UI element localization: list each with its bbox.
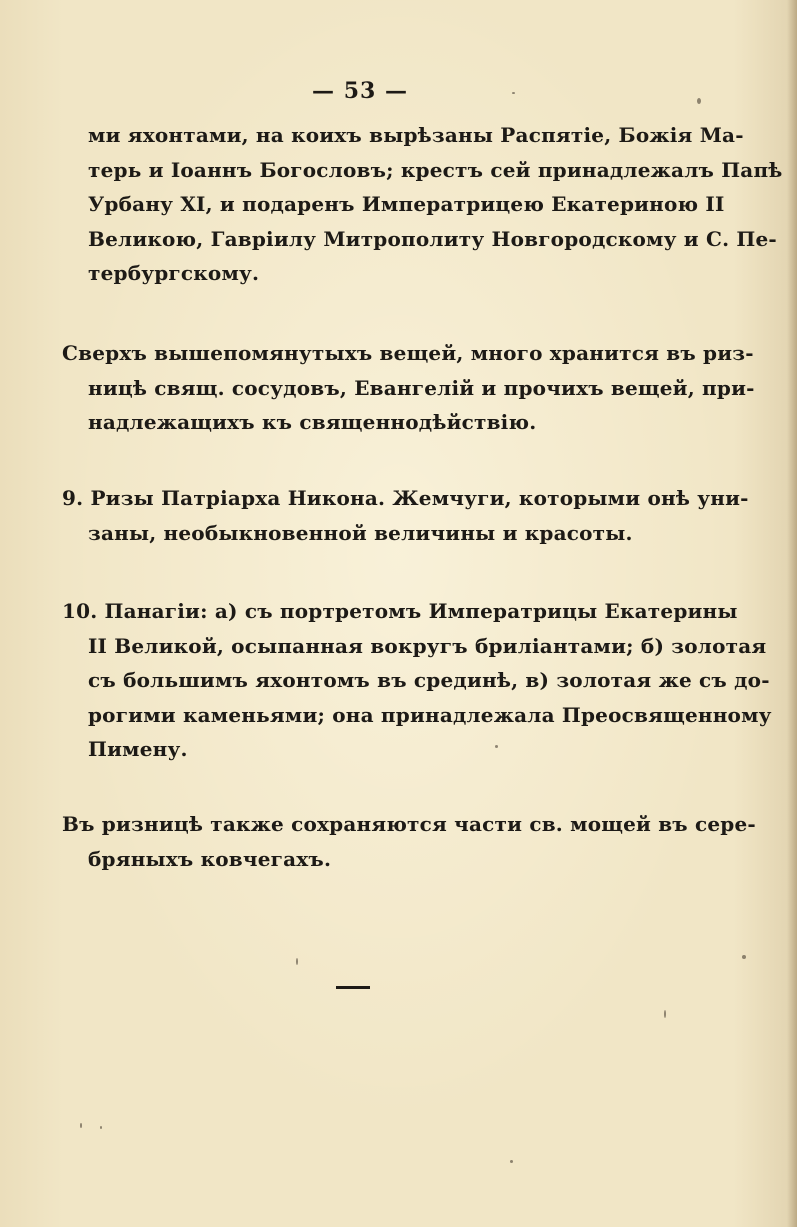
text-line: надлежащихъ къ священнодѣйствію. [88,410,537,434]
paragraph-item-9 [62,481,749,550]
text-line: 9. Ризы Патріарха Никона. Жемчуги, которыми онѣ уни- [62,486,749,510]
text-line: 10. Панагіи: а) съ портретомъ Императрицы Екатерины [62,599,738,623]
text-line: II Великой, осыпанная вокругъ бриліантами; б) золотая [88,633,767,658]
end-rule [336,986,370,989]
paper-speck [495,745,498,748]
paper-speck [697,98,701,104]
text-line: рогими каменьями; она принадлежала Преосвященному [88,702,772,727]
text-line: Въ ризницѣ также сохраняются части св. мощей въ сере- [62,812,756,836]
page-edge-shadow [787,0,797,1227]
paper-speck [512,92,515,94]
page-number: — 53 — [312,78,408,104]
text-line: Сверхъ вышепомянутыхъ вещей, много хранится въ риз- [62,341,754,365]
paper-speck [296,958,298,965]
text-line: тербургскому. [88,261,260,285]
paper-speck [742,955,746,959]
text-line: терь и Іоаннъ Богословъ; крестъ сей принадлежалъ Папѣ [88,157,783,182]
text-line: Урбану XI, и подаренъ Императрицею Екатериною II [88,192,725,216]
text-line: съ большимъ яхонтомъ въ срединѣ, в) золотая же съ до- [88,668,770,692]
paper-speck [100,1126,102,1129]
text-line: заны, необыкновенной величины и красоты. [88,520,633,545]
paper-speck [664,1010,666,1018]
text-line: Великою, Гаврiилу Митрополиту Новгородскому и С. Пе- [88,226,777,251]
text-line: ницѣ свящ. сосудовъ, Евангелій и прочихъ вещей, при- [88,375,755,400]
paper-speck [510,1160,513,1163]
paragraph-item-10 [62,594,772,767]
text-line: бряныхъ ковчегахъ. [88,846,332,871]
text-line: Пимену. [88,737,188,761]
paragraph-relics [62,807,756,876]
paragraph-sacristy-items [62,336,755,440]
text-line: ми яхонтами, на коихъ вырѣзаны Распятіе, Божія Ма- [88,123,744,147]
paper-speck [80,1123,82,1128]
paragraph-cross-description [88,118,783,291]
